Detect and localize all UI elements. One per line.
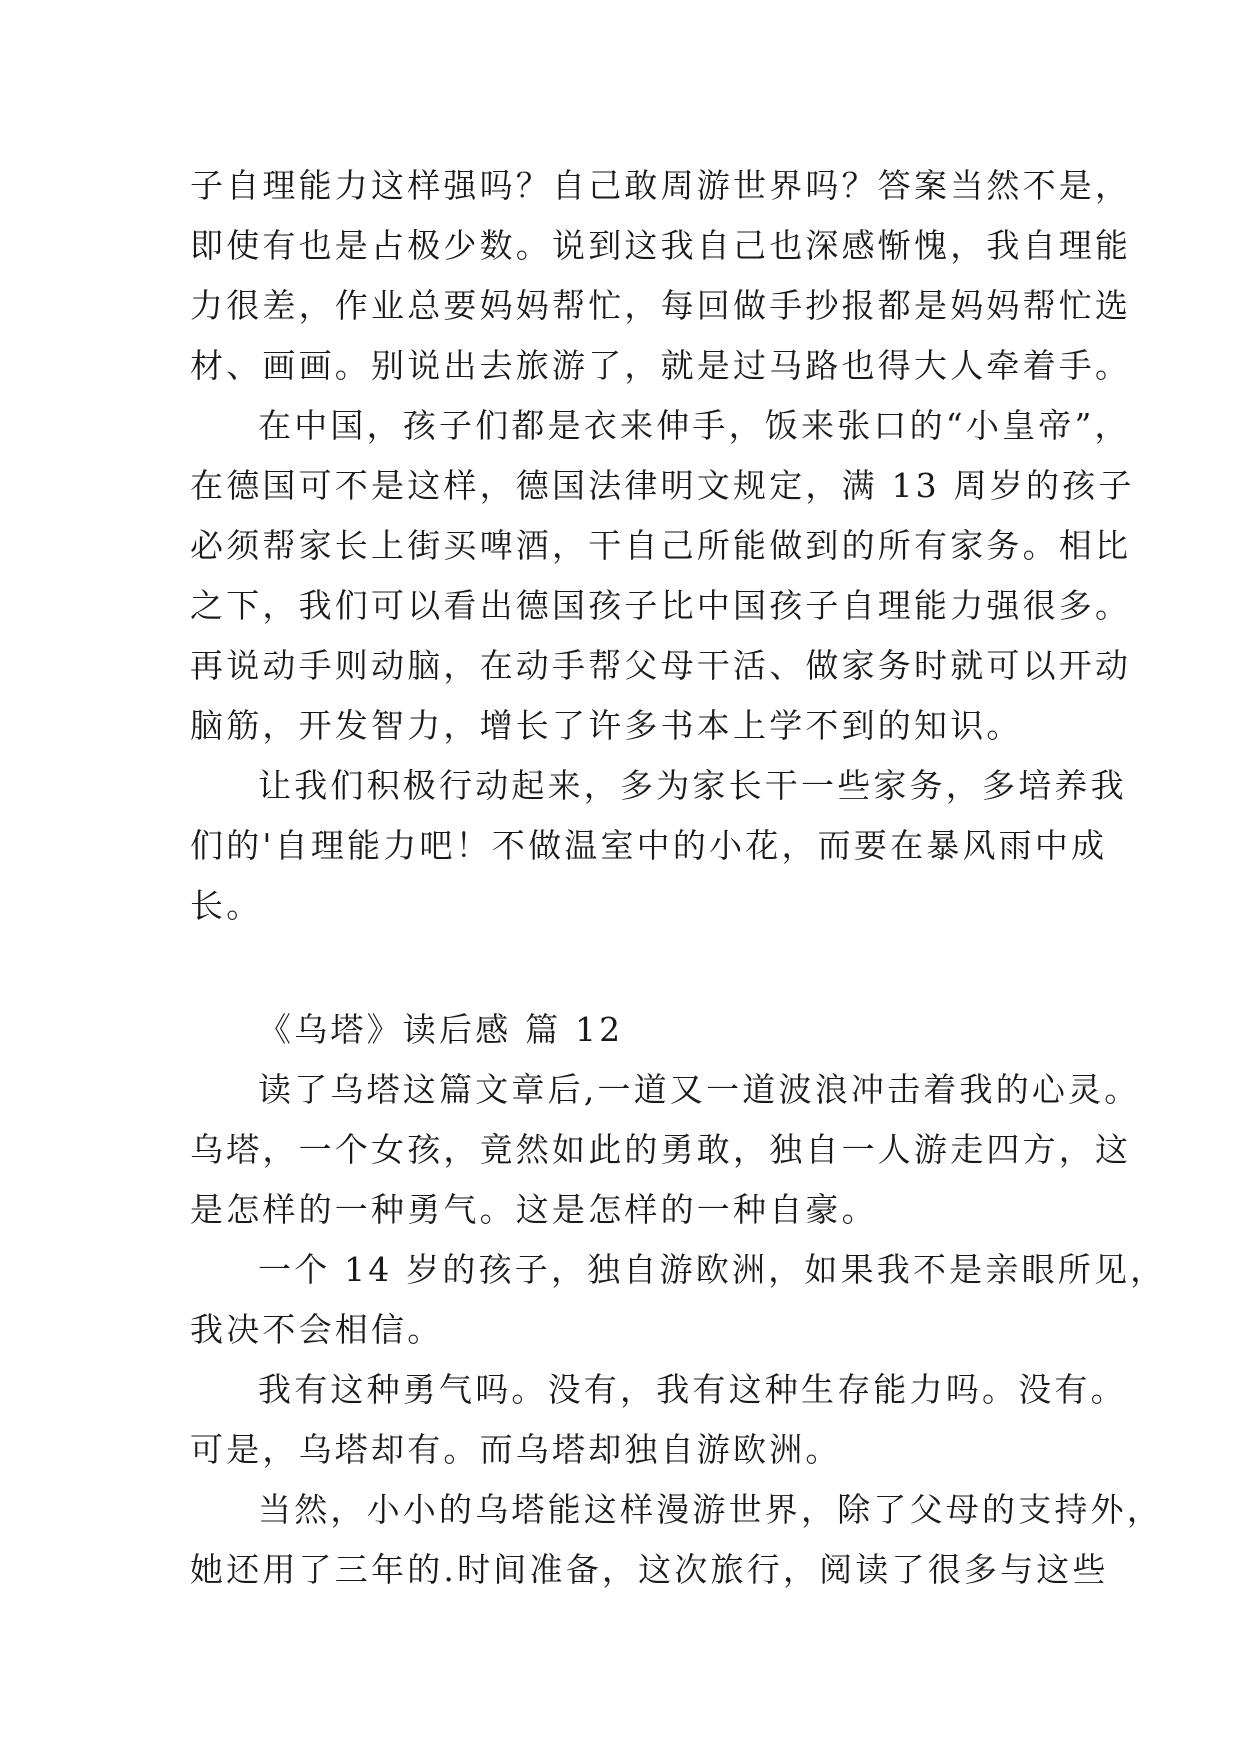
text-line: 力很差，作业总要妈妈帮忙，每回做手抄报都是妈妈帮忙选	[190, 286, 1132, 325]
text-line: 在中国，孩子们都是衣来伸手，饭来张口的“小皇帝”，	[258, 406, 1131, 445]
text-line: 脑筋，开发智力，增长了许多书本上学不到的知识。	[190, 706, 1023, 745]
text-line: 长。	[190, 886, 263, 925]
text-line: 必须帮家长上街买啤酒，干自己所能做到的所有家务。相比	[190, 526, 1132, 565]
text-line: 之下，我们可以看出德国孩子比中国孩子自理能力强很多。	[190, 586, 1132, 625]
text-line: 再说动手则动脑，在动手帮父母干活、做家务时就可以开动	[190, 646, 1132, 685]
text-line: 是怎样的一种勇气。这是怎样的一种自豪。	[190, 1190, 878, 1229]
text-line: 可是，乌塔却有。而乌塔却独自游欧洲。	[190, 1430, 842, 1469]
text-line: 我决不会相信。	[190, 1310, 444, 1349]
text-line: 乌塔，一个女孩，竟然如此的勇敢，独自一人游走四方，这	[190, 1130, 1132, 1169]
text-line: 读了乌塔这篇文章后,一道又一道波浪冲击着我的心灵。	[258, 1070, 1141, 1109]
text-line: 材、画画。别说出去旅游了，就是过马路也得大人牵着手。	[190, 346, 1132, 385]
text-line: 即使有也是占极少数。说到这我自己也深感惭愧，我自理能	[190, 226, 1132, 265]
text-line: 们的'自理能力吧！不做温室中的小花，而要在暴风雨中成	[190, 826, 1108, 865]
section-heading: 《乌塔》读后感 篇 12	[258, 1010, 624, 1049]
text-line: 一个 14 岁的孩子，独自游欧洲，如果我不是亲眼所见，	[258, 1250, 1167, 1289]
text-line: 当然，小小的乌塔能这样漫游世界，除了父母的支持外，	[258, 1490, 1163, 1529]
text-line: 在德国可不是这样，德国法律明文规定，满 13 周岁的孩子	[190, 466, 1135, 505]
text-line: 子自理能力这样强吗？自己敢周游世界吗？答案当然不是，	[190, 166, 1132, 205]
text-line: 让我们积极行动起来，多为家长干一些家务，多培养我	[258, 766, 1127, 805]
text-line: 我有这种勇气吗。没有，我有这种生存能力吗。没有。	[258, 1370, 1127, 1409]
text-line: 她还用了三年的.时间准备，这次旅行，阅读了很多与这些	[190, 1550, 1109, 1589]
